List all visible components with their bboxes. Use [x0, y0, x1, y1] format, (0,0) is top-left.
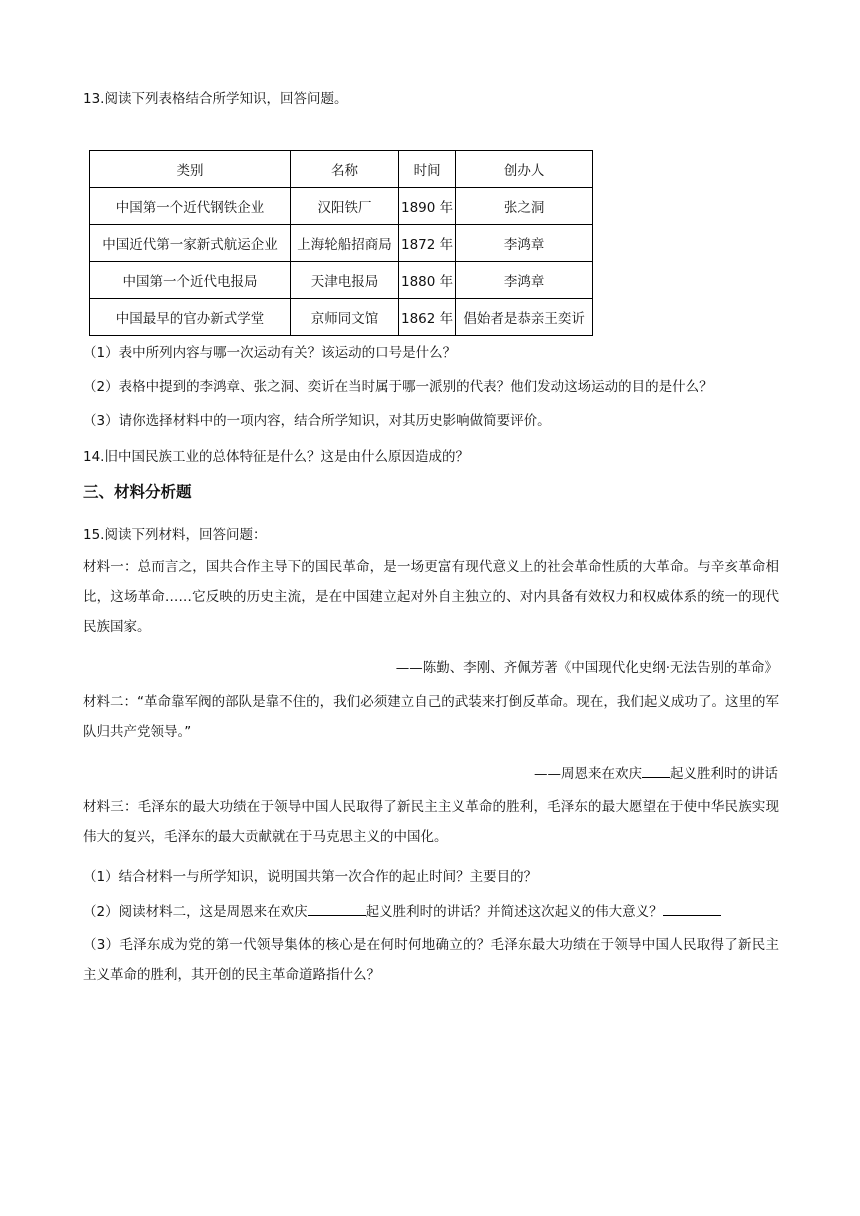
- table-row: [90, 225, 593, 262]
- fill-blank[interactable]: [642, 763, 670, 778]
- question-15-intro: 15.阅读下列材料，回答问题：: [83, 527, 267, 543]
- question-15-sub-2-middle: 起义胜利时的讲话？并简述这次起义的伟大意义？: [365, 904, 663, 920]
- question-13-sub-2: （2）表格中提到的李鸿章、张之洞、奕䜣在当时属于哪一派别的代表？他们发动这场运动的目的是什么？: [83, 379, 713, 395]
- history-table: [89, 150, 593, 336]
- question-14: 14.旧中国民族工业的总体特征是什么？这是由什么原因造成的？: [83, 449, 469, 465]
- question-15-sub-1: （1）结合材料一与所学知识，说明国共第一次合作的起止时间？主要目的？: [83, 869, 538, 885]
- question-13-sub-3: （3）请你选择材料中的一项内容，结合所学知识，对其历史影响做简要评价。: [83, 413, 551, 429]
- material-2-source-after: 起义胜利时的讲话: [670, 766, 778, 782]
- table-header-cell: 时间: [399, 151, 456, 188]
- table-cell: 张之洞: [456, 188, 593, 225]
- table-cell: 中国第一个近代电报局: [90, 262, 291, 299]
- table-cell: 1862 年: [399, 299, 456, 336]
- material-2-source-before: ——周恩来在欢庆: [534, 766, 642, 782]
- table-cell: 1880 年: [399, 262, 456, 299]
- table-cell: 1872 年: [399, 225, 456, 262]
- material-3: 材料三：毛泽东的最大功绩在于领导中国人民取得了新民主主义革命的胜利，毛泽东的最大愿望在于使中华民族实现伟大的复兴，毛泽东的最大贡献就在于马克思主义的中国化。: [83, 799, 779, 845]
- table-cell: 倡始者是恭亲王奕䜣: [456, 299, 593, 336]
- section-title: 三、材料分析题: [83, 483, 192, 501]
- table-header-cell: 类别: [90, 151, 291, 188]
- table-header-cell: 名称: [291, 151, 399, 188]
- material-1-source: ——陈勤、李刚、齐佩芳著《中国现代化史纲·无法告别的革命》: [395, 660, 778, 676]
- fill-blank[interactable]: [308, 901, 366, 916]
- table-cell: 中国第一个近代钢铁企业: [90, 188, 291, 225]
- material-2-source: [534, 763, 778, 784]
- table-cell: 李鸿章: [456, 225, 593, 262]
- table-cell: 中国最早的官办新式学堂: [90, 299, 291, 336]
- table-row: [90, 262, 593, 299]
- question-13-sub-1: （1）表中所列内容与哪一次运动有关？该运动的口号是什么？: [83, 345, 457, 361]
- table-cell: 中国近代第一家新式航运企业: [90, 225, 291, 262]
- question-13-title: 13.阅读下列表格结合所学知识，回答问题。: [83, 91, 348, 107]
- table-cell: 李鸿章: [456, 262, 593, 299]
- table-row: [90, 299, 593, 336]
- table-header-row: [90, 151, 593, 188]
- table-cell: 1890 年: [399, 188, 456, 225]
- table-cell: 汉阳铁厂: [291, 188, 399, 225]
- table-cell: 上海轮船招商局: [291, 225, 399, 262]
- table-cell: 天津电报局: [291, 262, 399, 299]
- table-row: [90, 188, 593, 225]
- table-header-cell: 创办人: [456, 151, 593, 188]
- material-2: 材料二：“革命靠军阀的部队是靠不住的，我们必须建立自己的武装来打倒反革命。现在，我们起义成功了。这里的军队归共产党领导。”: [83, 694, 779, 740]
- fill-blank[interactable]: [663, 901, 721, 916]
- material-1: 材料一：总而言之，国共合作主导下的国民革命，是一场更富有现代意义上的社会革命性质的大革命。与辛亥革命相比，这场革命……它反映的历史主流，是在中国建立起对外自主独立的、对内具备有效权力和权威体系的统一的现代民族国家。: [83, 559, 779, 635]
- question-15-sub-2-before: （2）阅读材料二，这是周恩来在欢庆: [83, 904, 308, 920]
- question-15-sub-2: [83, 901, 721, 922]
- question-15-sub-3: （3）毛泽东成为党的第一代领导集体的核心是在何时何地确立的？毛泽东最大功绩在于领导中国人民取得了新民主主义革命的胜利，其开创的民主革命道路指什么？: [83, 937, 779, 983]
- table-cell: 京师同文馆: [291, 299, 399, 336]
